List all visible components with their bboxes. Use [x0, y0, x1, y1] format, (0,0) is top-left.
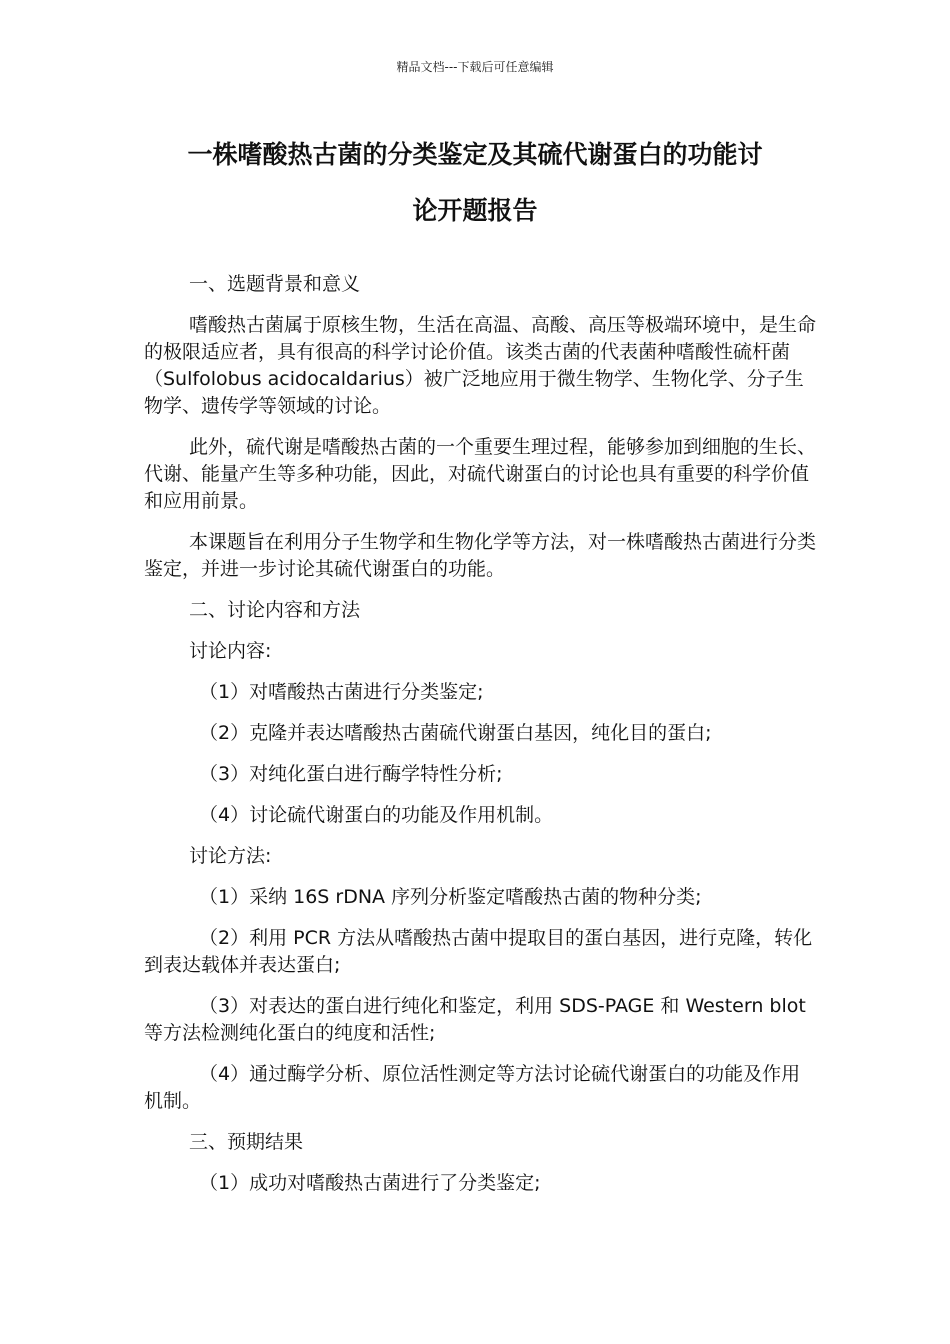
method-label: 讨论方法: [189, 845, 272, 867]
list-item: （2）利用 PCR 方法从嗜酸热古菌中提取目的蛋白基因，进行克隆，转化到表达载体并表达蛋白; [144, 927, 813, 976]
list-item: （1）成功对嗜酸热古菌进行了分类鉴定; [199, 1172, 541, 1194]
title-line-1: 一株嗜酸热古菌的分类鉴定及其硫代谢蛋白的功能讨 [187, 140, 763, 169]
list-item: （1）采纳 16S rDNA 序列分析鉴定嗜酸热古菌的物种分类; [199, 886, 702, 908]
paragraph: 本课题旨在利用分子生物学和生物化学等方法，对一株嗜酸热古菌进行分类鉴定，并进一步讨论其硫代谢蛋白的功能。 [144, 531, 817, 580]
list-item: （3）对纯化蛋白进行酶学特性分析; [199, 763, 503, 785]
paragraph: 嗜酸热古菌属于原核生物，生活在高温、高酸、高压等极端环境中，是生命的极限适应者，具有很高的科学讨论价值。该类古菌的代表菌种嗜酸性硫杆菌（Sulfolobus acidocaldarius）被广泛地应用于微生物学、生物化学、分子生物学、遗传学等领域的讨论。 [144, 314, 817, 417]
list-item: （4）讨论硫代谢蛋白的功能及作用机制。 [199, 804, 554, 826]
content-label: 讨论内容: [189, 640, 272, 662]
document-body [144, 271, 816, 1211]
list-item: （4）通过酶学分析、原位活性测定等方法讨论硫代谢蛋白的功能及作用机制。 [144, 1063, 801, 1112]
section-heading-expected-results: 三、预期结果 [189, 1131, 304, 1153]
list-item: （1）对嗜酸热古菌进行分类鉴定; [199, 681, 484, 703]
section-heading-background: 一、选题背景和意义 [189, 273, 361, 295]
title-line-2: 论开题报告 [412, 196, 538, 225]
list-item: （2）克隆并表达嗜酸热古菌硫代谢蛋白基因，纯化目的蛋白; [199, 722, 712, 744]
list-item: （3）对表达的蛋白进行纯化和鉴定，利用 SDS-PAGE 和 Western blot 等方法检测纯化蛋白的纯度和活性; [144, 995, 806, 1044]
paragraph: 此外，硫代谢是嗜酸热古菌的一个重要生理过程，能够参加到细胞的生长、代谢、能量产生等多种功能，因此，对硫代谢蛋白的讨论也具有重要的科学价值和应用前景。 [144, 436, 817, 512]
section-heading-content-methods: 二、讨论内容和方法 [189, 599, 361, 621]
page-header: 精品文档---下载后可任意编辑 [396, 60, 554, 74]
